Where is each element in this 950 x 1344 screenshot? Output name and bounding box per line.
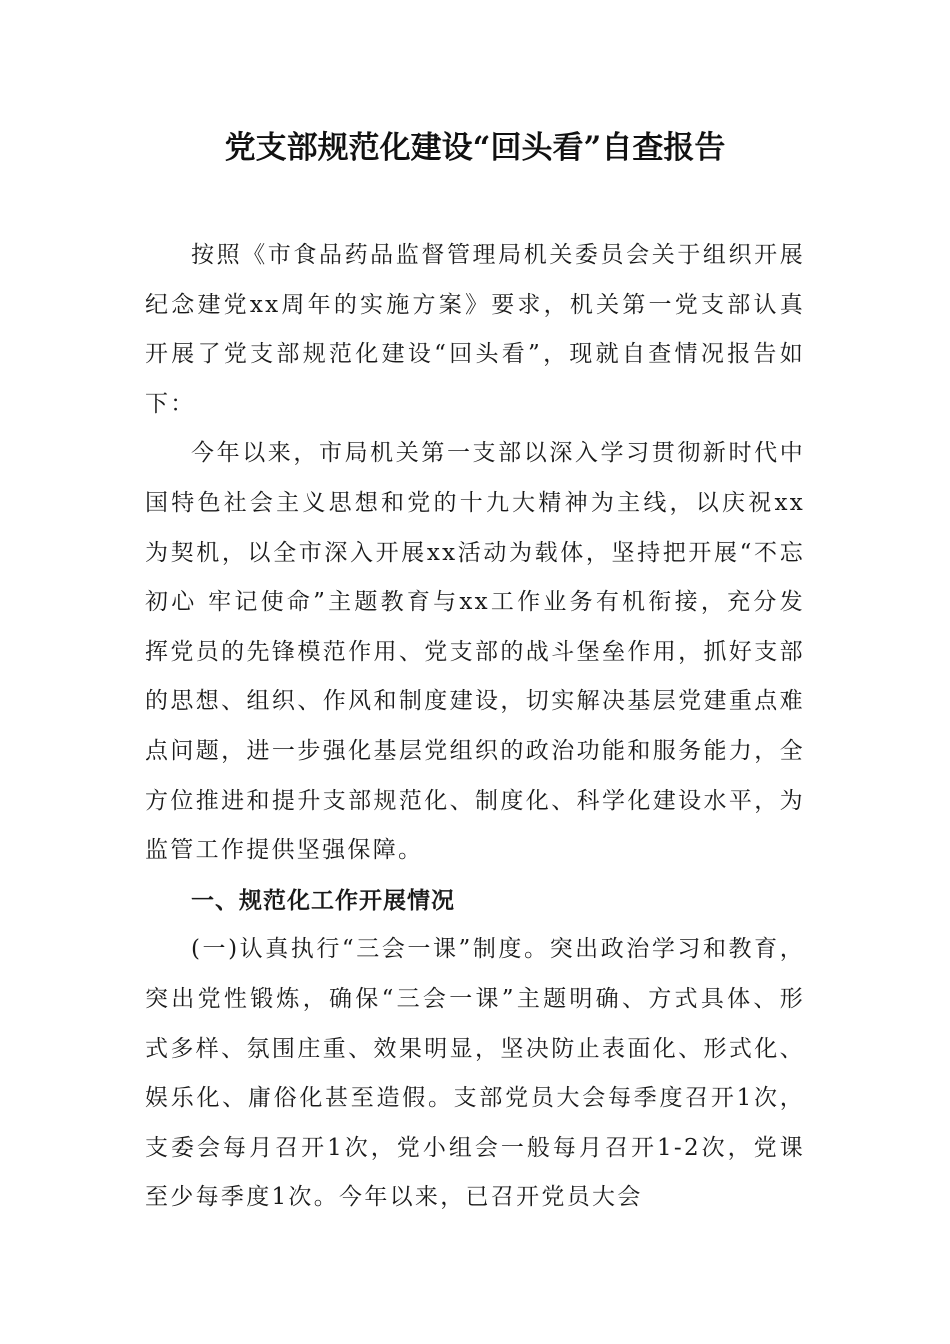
- section-heading: 一、规范化工作开展情况: [191, 886, 455, 914]
- intro-paragraph: 按照《市食品药品监督管理局机关委员会关于组织开展纪念建党xx周年的实施方案》要求，机关第一党支部认真开展了党支部规范化建设“回头看”，现就自查情况报告如下：: [145, 242, 805, 417]
- overview-paragraph: 今年以来，市局机关第一支部以深入学习贯彻新时代中国特色社会主义思想和党的十九大精神为主线，以庆祝xx为契机，以全市深入开展xx活动为载体，坚持把开展“不忘初心 牢记使命”主题教育与xx工作业务有机衔接，充分发挥党员的先锋模范作用、党支部的战斗堡垒作用，抓好支部的思想、组织、作风和制度建设，切实解决基层党建重点难点问题，进一步强化基层党组织的政治功能和服务能力，全方位推进和提升支部规范化、制度化、科学化建设水平，为监管工作提供坚强保障。: [145, 440, 805, 864]
- section-paragraph: (一)认真执行“三会一课”制度。突出政治学习和教育，突出党性锻炼，确保“三会一课”主题明确、方式具体、形式多样、氛围庄重、效果明显，坚决防止表面化、形式化、娱乐化、庸俗化甚至造假。支部党员大会每季度召开1次，支委会每月召开1次，党小组会一般每月召开1-2次，党课至少每季度1次。今年以来，已召开党员大会: [145, 936, 805, 1211]
- document-title: 党支部规范化建设“回头看”自查报告: [224, 130, 726, 166]
- document-body: [145, 231, 805, 1223]
